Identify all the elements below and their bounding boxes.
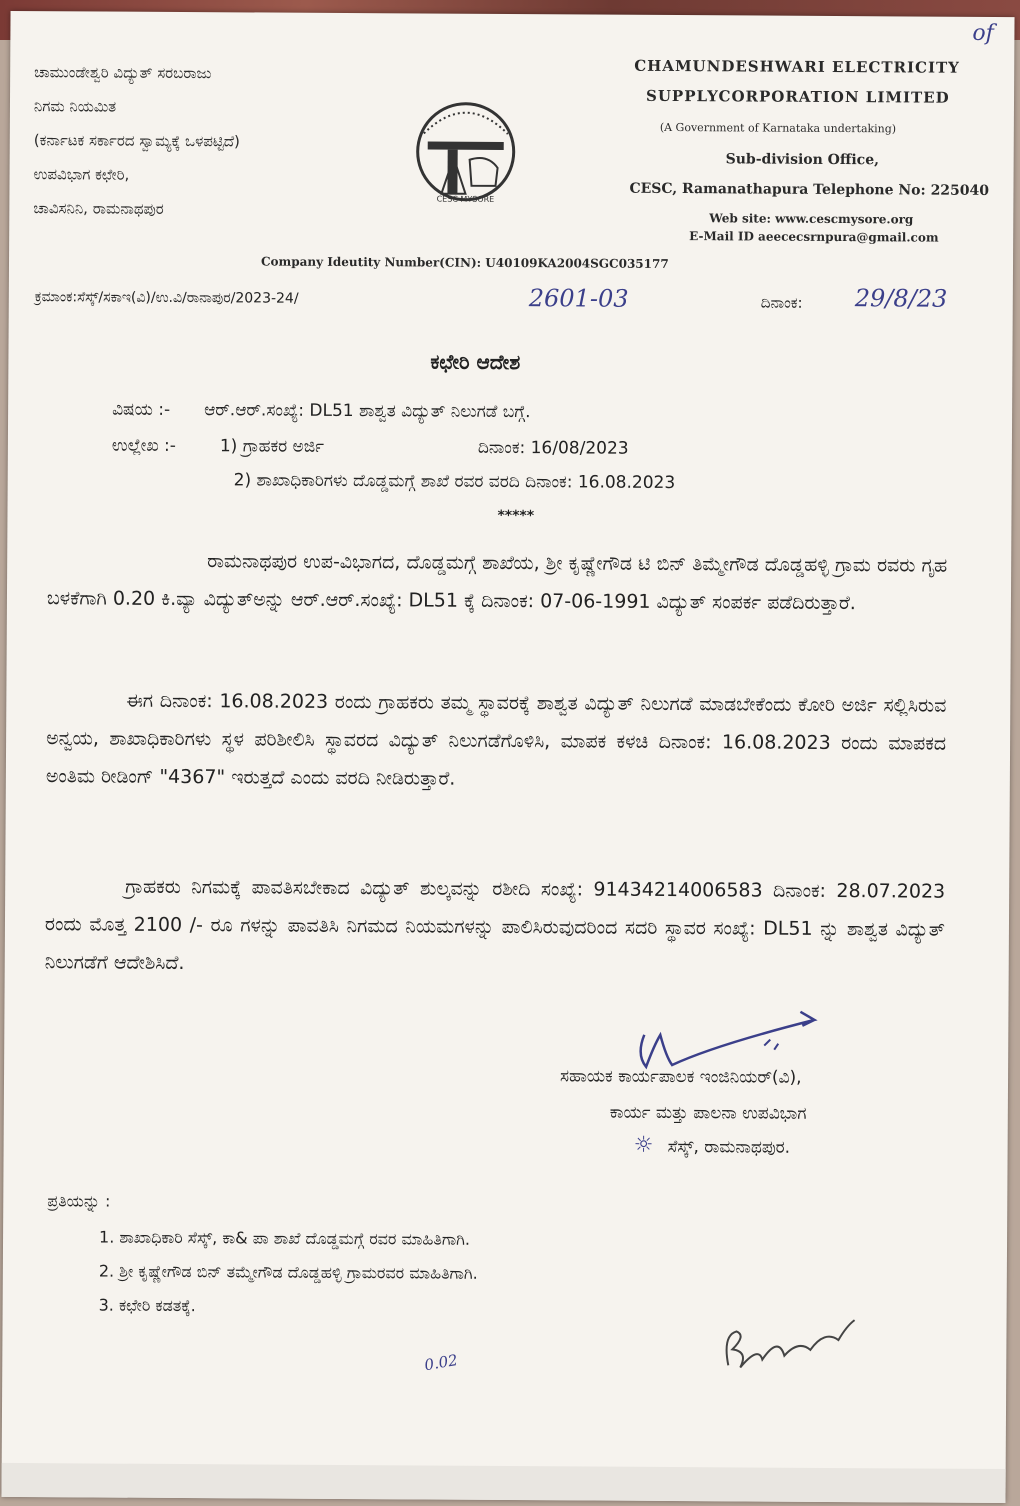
copy-item-3: 3. ಕಛೇರಿ ಕಡತಕ್ಕೆ. [98,1295,196,1316]
header-kannada-line-2: ನಿಗಮ ನಿಯಮಿತ [33,97,117,116]
reference-1-date: ದಿನಾಂಕ: 16/08/2023 [477,437,629,459]
initials-signature [718,1305,868,1386]
corner-handwritten-mark: of [972,20,994,46]
signatory-line-1: ಸಹಾಯಕ ಕಾರ್ಯಪಾಲಕ ಇಂಜಿನಿಯರ್(ವಿ), [559,1066,802,1088]
cesc-logo-icon [407,93,524,206]
email: E-Mail ID aeececsrnpura@gmail.com [689,229,939,245]
page-title: ಕಛೇರಿ ಆದೇಶ [430,349,521,375]
website: Web site: www.cescmysore.org [709,211,914,227]
copy-item-1: 1. ಶಾಖಾಧಿಕಾರಿ ಸೆಸ್ಕ್, ಕಾ& ಪಾ ಶಾಖೆ ದೊಡ್ಡಮಗ್ಗೆ ರವರ ಮಾಹಿತಿಗಾಗಿ. [99,1227,471,1249]
company-name-line-1: CHAMUNDESHWARI ELECTRICITY [634,56,960,77]
reference-2: 2) ಶಾಖಾಧಿಕಾರಿಗಳು ದೊಡ್ಡಮಗ್ಗೆ ಶಾಖೆ ರವರ ವರದಿ ದಿನಾಂಕ: 16.08.2023 [233,470,676,494]
office-address: CESC, Ramanathapura Telephone No: 225040 [629,180,990,199]
sub-division-office: Sub-division Office, [725,151,880,169]
reference-1: 1) ಗ್ರಾಹಕರ ಅರ್ಜಿ [219,436,325,457]
header-kannada-line-4: ಉಪವಿಭಾಗ ಕಛೇರಿ, [33,165,130,184]
subject-text: ಆರ್.ಆರ್.ಸಂಖ್ಯೆ: DL51 ಶಾಶ್ವತ ವಿದ್ಯುತ್ ನಿಲುಗಡೆ ಬಗ್ಗೆ. [204,400,531,423]
separator-stars: ***** [497,507,535,525]
date-label: ದಿನಾಂಕ: [760,293,803,312]
paper-bottom-edge [1,1463,1014,1503]
company-cin: Company Ideutity Number(CIN): U40109KA2004SGC035177 [260,254,669,271]
reference-number-label: ಕ್ರಮಾಂಕ:ಸೆಸ್ಕ್/ಸಕಾಇ(ವಿ)/ಉ.ವಿ/ರಾನಾಪುರ/2023-24/ [34,289,299,307]
govt-undertaking-note: (A Government of Karnataka undertaking) [659,120,897,136]
signatory-line-3: ಸೆಸ್ಕ್, ರಾಮನಾಥಪುರ. [667,1136,791,1158]
date-handwritten: 29/8/23 [854,284,948,313]
references-label: ಉಲ್ಲೇಖ :- [111,435,176,456]
signatory-line-2: ಕಾರ್ಯ ಮತ್ತು ಪಾಲನಾ ಉಪವಿಭಾಗ [609,1102,807,1124]
header-kannada-line-3: (ಕರ್ನಾಟಕ ಸರ್ಕಾರದ ಸ್ವಾಮ್ಯಕ್ಕೆ ಒಳಪಟ್ಟಿದೆ) [33,131,240,151]
body-paragraph-2: ಈಗ ದಿನಾಂಕ: 16.08.2023 ರಂದು ಗ್ರಾಹಕರು ತಮ್ಮ ಸ್ಥಾವರಕ್ಕೆ ಶಾಶ್ವತ ವಿದ್ಯುತ್ ನಿಲುಗಡೆ ಮಾಡಬೇಕೆಂದು ಕೋರಿ ಅರ್ಜಿ ಸಲ್ಲಿಸಿರುವ ಅನ್ವಯ, ಶಾಖಾಧಿಕಾರಿಗಳು ಸ್ಥಳ ಪರಿಶೀಲಿಸಿ ಸ್ಥಾವರದ ವಿದ್ಯುತ್ ನಿಲುಗಡೆಗೊಳಿಸಿ, ಮಾಪಕ ಕಳಚಿ ದಿನಾಂಕ: 16.08.2023 ರಂದು ಮಾಪಕದ ಅಂತಿಮ ರೀಡಿಂಗ್ "4367" ಇರುತ್ತದೆ ಎಂದು ವರದಿ ನೀಡಿರುತ್ತಾರೆ. [45,689,947,790]
document-page [1,11,1014,1503]
reference-number-handwritten: 2601-03 [528,284,629,313]
handwritten-note: 0.02 [423,1350,459,1375]
body-paragraph-1: ರಾಮನಾಥಪುರ ಉಪ-ವಿಭಾಗದ, ದೊಡ್ಡಮಗ್ಗೆ ಶಾಖೆಯ, ಶ್ರೀ ಕೃಷ್ಣೇಗೌಡ ಟಿ ಬಿನ್ ತಿಮ್ಮೇಗೌಡ ದೊಡ್ಡಹಳ್ಳಿ ಗ್ರಾಮ ರವರು ಗೃಹ ಬಳಕೆಗಾಗಿ 0.20 ಕಿ.ವ್ಯಾ ವಿದ್ಯುತ್‌ಅನ್ನು ಆರ್.ಆರ್.ಸಂಖ್ಯೆ: DL51 ಕ್ಕೆ ದಿನಾಂಕ: 07-06-1991 ವಿದ್ಯುತ್ ಸಂಪರ್ಕ ಪಡೆದಿರುತ್ತಾರೆ. [46,550,948,615]
copies-label: ಪ್ರತಿಯನ್ನು : [47,1191,111,1211]
copy-item-2: 2. ಶ್ರೀ ಕೃಷ್ಣೇಗೌಡ ಬಿನ್ ತಮ್ಮೇಗೌಡ ದೊಡ್ಡಹಳ್ಳಿ ಗ್ರಾಮರವರ ಮಾಹಿತಿಗಾಗಿ. [98,1261,478,1283]
header-kannada-line-1: ಚಾಮುಂಡೇಶ್ವರಿ ವಿದ್ಯುತ್ ಸರಬರಾಜು [34,63,212,83]
stamp-mark-icon: ☼ [633,1132,654,1158]
company-name-line-2: SUPPLYCORPORATION LIMITED [645,86,950,107]
subject-label: ವಿಷಯ :- [112,399,171,420]
logo-caption: CESC MYSORE [436,194,495,204]
body-paragraph-3: ಗ್ರಾಹಕರು ನಿಗಮಕ್ಕೆ ಪಾವತಿಸಬೇಕಾದ ವಿದ್ಯುತ್ ಶುಲ್ಕವನ್ನು ರಶೀದಿ ಸಂಖ್ಯೆ: 91434214006583 ದಿನಾಂಕ: 28.07.2023 ರಂದು ಮೊತ್ತ 2100 /- ರೂ ಗಳನ್ನು ಪಾವತಿಸಿ ನಿಗಮದ ನಿಯಮಗಳನ್ನು ಪಾಲಿಸಿರುವುದರಿಂದ ಸದರಿ ಸ್ಥಾವರ ಸಂಖ್ಯೆ: DL51 ನ್ನು ಶಾಶ್ವತ ವಿದ್ಯುತ್ ನಿಲುಗಡೆಗೆ ಆದೇಶಿಸಿದೆ. [44,875,946,975]
header-kannada-line-5: ಚಾವಿಸನಿನಿ, ರಾಮನಾಥಪುರ [33,199,164,218]
